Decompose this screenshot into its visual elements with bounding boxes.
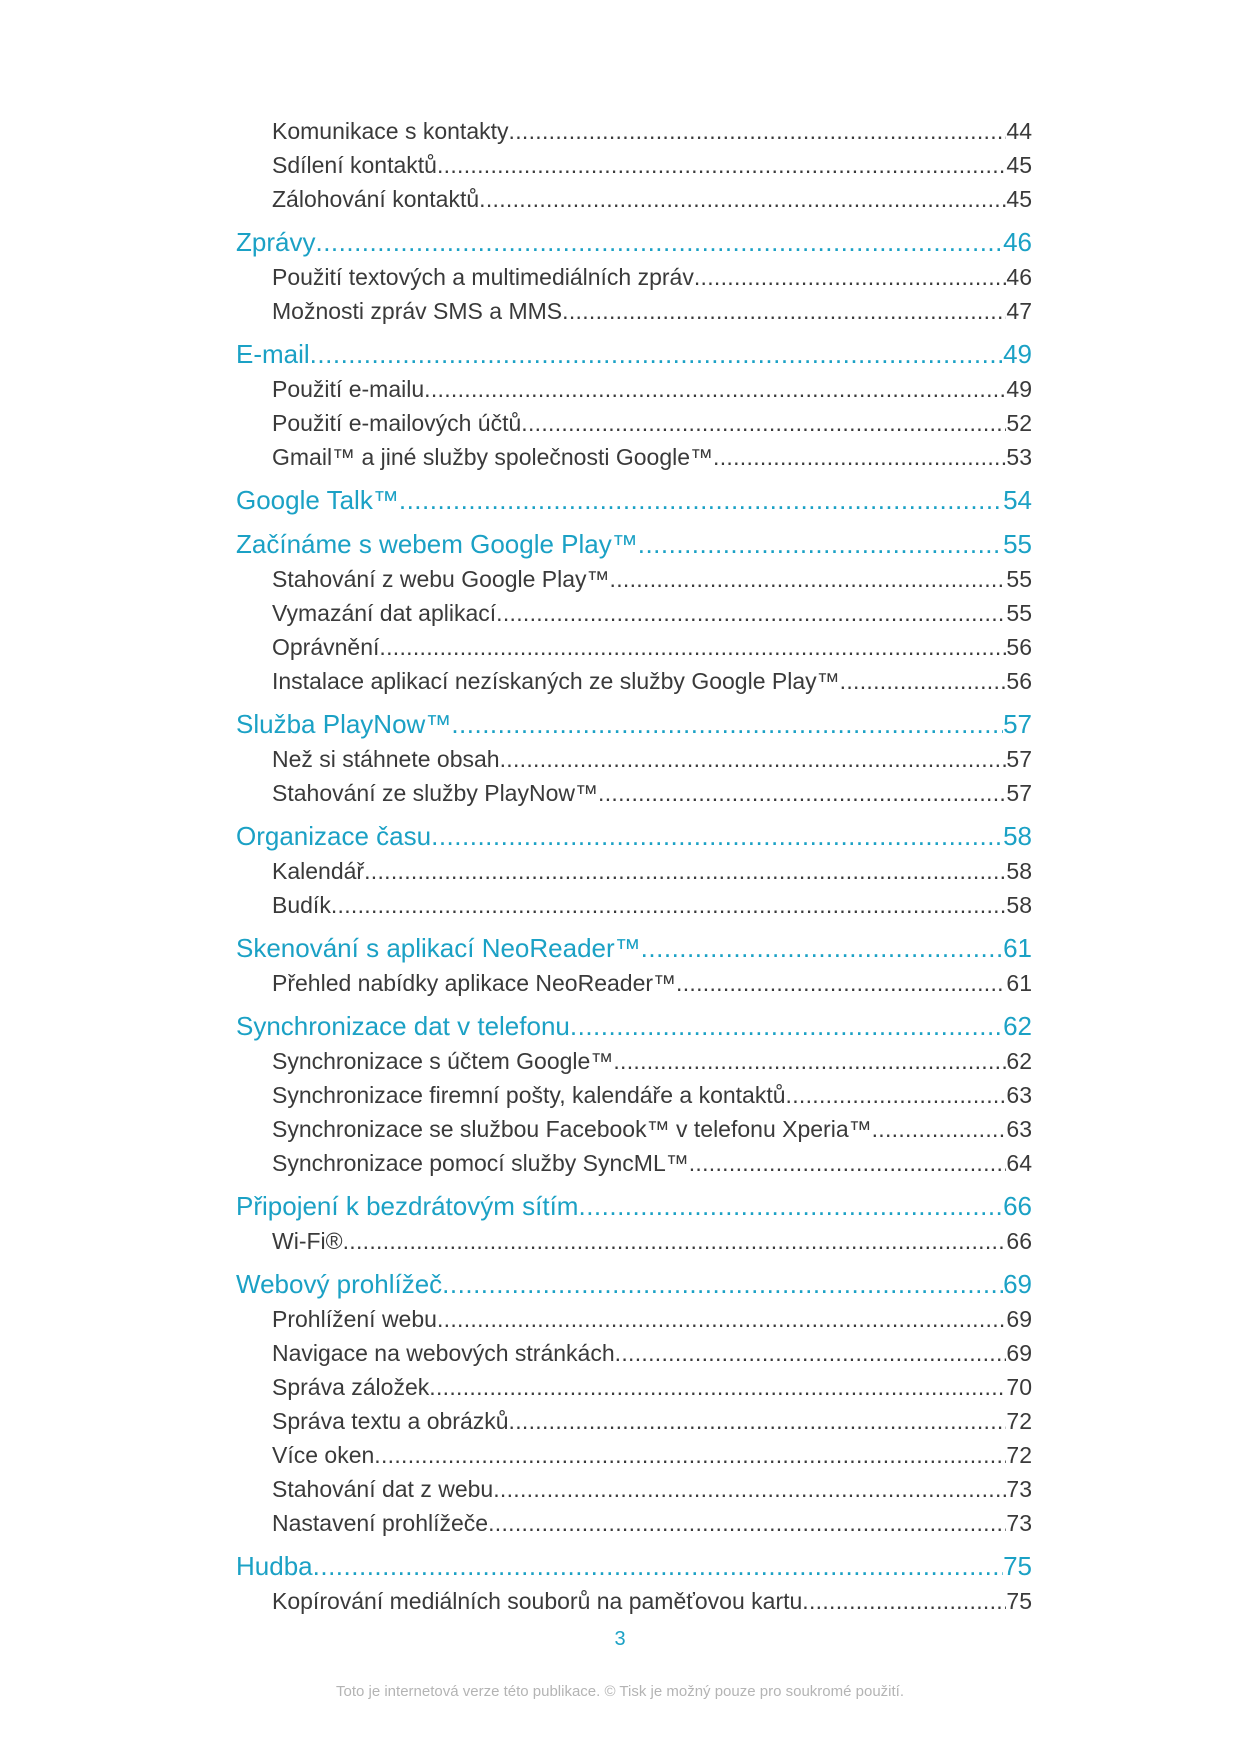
- toc-chapter[interactable]: [236, 336, 1032, 372]
- dot-leader: [493, 1472, 1006, 1506]
- toc-chapter[interactable]: [236, 482, 1032, 518]
- toc-entry-page: 52: [1006, 410, 1032, 436]
- dot-leader: [451, 706, 1003, 742]
- toc-entry-title: Budík: [272, 892, 331, 918]
- toc-entry-title: Oprávnění: [272, 634, 380, 660]
- toc-entry-title: Přehled nabídky aplikace NeoReader™: [272, 970, 677, 996]
- toc-chapter-title: E-mail: [236, 339, 310, 369]
- dot-leader: [313, 1548, 1003, 1584]
- toc-entry[interactable]: [236, 664, 1032, 698]
- dot-leader: [442, 1266, 1003, 1302]
- toc-entry-title: Synchronizace pomocí služby SyncML™: [272, 1150, 689, 1176]
- toc-entry[interactable]: [236, 1302, 1032, 1336]
- toc-entry-page: 56: [1006, 668, 1032, 694]
- dot-leader: [562, 294, 1006, 328]
- toc-entry-title: Prohlížení webu: [272, 1306, 437, 1332]
- footer-note: Toto je internetová verze této publikace. © Tisk je možný pouze pro soukromé použití.: [335, 1683, 904, 1700]
- toc-entry-title: Zálohování kontaktů: [272, 186, 480, 212]
- toc-entry[interactable]: [236, 1078, 1032, 1112]
- toc-chapter-page: 66: [1003, 1191, 1032, 1221]
- toc-chapter-title: Služba PlayNow™: [236, 709, 452, 739]
- toc-section: [236, 526, 1032, 698]
- toc-entry-title: Vymazání dat aplikací: [272, 600, 497, 626]
- toc-entry[interactable]: [236, 1506, 1032, 1540]
- toc-entry[interactable]: [236, 630, 1032, 664]
- dot-leader: [689, 1146, 1007, 1180]
- toc-chapter-title: Webový prohlížeč: [236, 1269, 443, 1299]
- toc-section: [236, 482, 1032, 518]
- toc-entry-page: 57: [1006, 780, 1032, 806]
- toc-chapter[interactable]: [236, 706, 1032, 742]
- toc-entry-title: Navigace na webových stránkách: [272, 1340, 615, 1366]
- toc-entry[interactable]: [236, 406, 1032, 440]
- toc-chapter[interactable]: [236, 818, 1032, 854]
- dot-leader: [578, 1188, 1003, 1224]
- toc-entry-title: Kopírování mediálních souborů na paměťovou kartu: [272, 1588, 803, 1614]
- dot-leader: [598, 776, 1006, 810]
- dot-leader: [521, 406, 1006, 440]
- toc-chapter-title: Hudba: [236, 1551, 313, 1581]
- toc-entry-page: 53: [1006, 444, 1032, 470]
- dot-leader: [496, 596, 1006, 630]
- toc-section: [236, 706, 1032, 810]
- toc-chapter[interactable]: [236, 930, 1032, 966]
- toc-section: [236, 224, 1032, 328]
- toc-chapter[interactable]: [236, 1008, 1032, 1044]
- toc-chapter-title: Synchronizace dat v telefonu: [236, 1011, 570, 1041]
- dot-leader: [437, 148, 1006, 182]
- toc-entry-page: 47: [1006, 298, 1032, 324]
- dot-leader: [429, 1370, 1006, 1404]
- toc-section: [236, 336, 1032, 474]
- toc-entry-page: 46: [1006, 264, 1032, 290]
- toc-entry-title: Wi-Fi®: [272, 1228, 343, 1254]
- toc-entry-title: Správa textu a obrázků: [272, 1408, 509, 1434]
- toc-entry-page: 63: [1006, 1082, 1032, 1108]
- toc-entry-page: 66: [1006, 1228, 1032, 1254]
- dot-leader: [570, 1008, 1003, 1044]
- toc-entry[interactable]: [236, 1146, 1032, 1180]
- toc-section: [236, 930, 1032, 1000]
- toc-section: [236, 1548, 1032, 1618]
- toc-entry-page: 58: [1006, 892, 1032, 918]
- toc-section: [236, 1008, 1032, 1180]
- toc-entry[interactable]: [236, 1224, 1032, 1258]
- toc-entry-title: Synchronizace s účtem Google™: [272, 1048, 614, 1074]
- toc-entry[interactable]: [236, 1370, 1032, 1404]
- dot-leader: [641, 930, 1003, 966]
- dot-leader: [399, 482, 1003, 518]
- toc-section: [236, 114, 1032, 216]
- toc-entry-page: 63: [1006, 1116, 1032, 1142]
- toc-section: [236, 1266, 1032, 1540]
- toc-entry-title: Použití textových a multimediálních zpráv: [272, 264, 694, 290]
- toc-entry-page: 69: [1006, 1340, 1032, 1366]
- toc-entry-page: 64: [1006, 1150, 1032, 1176]
- toc-entry[interactable]: [236, 888, 1032, 922]
- toc-entry[interactable]: [236, 776, 1032, 810]
- toc-entry[interactable]: [236, 440, 1032, 474]
- toc-chapter-title: Začínáme s webem Google Play™: [236, 529, 638, 559]
- toc-entry[interactable]: [236, 742, 1032, 776]
- toc-chapter-title: Google Talk™: [236, 485, 399, 515]
- toc-entry[interactable]: [236, 1438, 1032, 1472]
- dot-leader: [343, 1224, 1007, 1258]
- toc-entry[interactable]: [236, 1336, 1032, 1370]
- toc-entry-page: 73: [1006, 1476, 1032, 1502]
- toc-entry-page: 75: [1006, 1588, 1032, 1614]
- toc-entry-page: 69: [1006, 1306, 1032, 1332]
- dot-leader: [872, 1112, 1007, 1146]
- toc-entry-title: Kalendář: [272, 858, 365, 884]
- toc-entry-title: Než si stáhnete obsah: [272, 746, 500, 772]
- toc-entry[interactable]: [236, 372, 1032, 406]
- toc-entry[interactable]: [236, 1404, 1032, 1438]
- dot-leader: [713, 440, 1006, 474]
- toc-entry[interactable]: [236, 1044, 1032, 1078]
- toc-entry[interactable]: [236, 260, 1032, 294]
- dot-leader: [638, 526, 1003, 562]
- dot-leader: [509, 1404, 1007, 1438]
- toc-chapter-page: 75: [1003, 1551, 1032, 1581]
- toc-chapter-title: Organizace času: [236, 821, 432, 851]
- toc-entry[interactable]: [236, 596, 1032, 630]
- toc-entry-page: 61: [1006, 970, 1032, 996]
- dot-leader: [615, 1336, 1007, 1370]
- dot-leader: [437, 1302, 1006, 1336]
- toc-entry-title: Více oken: [272, 1442, 375, 1468]
- toc-entry-title: Gmail™ a jiné služby společnosti Google™: [272, 444, 714, 470]
- toc-entry-page: 55: [1006, 600, 1032, 626]
- toc-entry-title: Nastavení prohlížeče: [272, 1510, 489, 1536]
- toc-entry-page: 70: [1006, 1374, 1032, 1400]
- page-number: 3: [614, 1628, 626, 1650]
- toc-entry-title: Synchronizace firemní pošty, kalendáře a kontaktů: [272, 1082, 786, 1108]
- dot-leader: [310, 336, 1003, 372]
- toc-chapter-page: 62: [1003, 1011, 1032, 1041]
- toc-chapter[interactable]: [236, 1188, 1032, 1224]
- dot-leader: [613, 1044, 1006, 1078]
- toc-entry-page: 56: [1006, 634, 1032, 660]
- dot-leader: [331, 888, 1007, 922]
- dot-leader: [840, 664, 1007, 698]
- dot-leader: [379, 630, 1006, 664]
- toc-entry-page: 62: [1006, 1048, 1032, 1074]
- toc-entry-page: 58: [1006, 858, 1032, 884]
- toc-entry[interactable]: [236, 148, 1032, 182]
- toc-entry-title: Stahování z webu Google Play™: [272, 566, 610, 592]
- dot-leader: [424, 372, 1006, 406]
- table-of-contents: [236, 114, 1032, 1618]
- toc-chapter-page: 57: [1003, 709, 1032, 739]
- toc-chapter[interactable]: [236, 1266, 1032, 1302]
- toc-entry-page: 55: [1006, 566, 1032, 592]
- dot-leader: [786, 1078, 1007, 1112]
- toc-entry-title: Použití e-mailu: [272, 376, 425, 402]
- toc-entry[interactable]: [236, 1112, 1032, 1146]
- toc-chapter-title: Připojení k bezdrátovým sítím: [236, 1191, 579, 1221]
- dot-leader: [694, 260, 1007, 294]
- toc-entry[interactable]: [236, 182, 1032, 216]
- dot-leader: [488, 1506, 1006, 1540]
- toc-entry-page: 49: [1006, 376, 1032, 402]
- dot-leader: [610, 562, 1007, 596]
- dot-leader: [509, 114, 1007, 148]
- toc-entry-page: 45: [1006, 186, 1032, 212]
- toc-chapter[interactable]: [236, 1548, 1032, 1584]
- toc-entry[interactable]: [236, 966, 1032, 1000]
- toc-section: [236, 818, 1032, 922]
- toc-entry-title: Stahování dat z webu: [272, 1476, 494, 1502]
- toc-chapter-page: 54: [1003, 485, 1032, 515]
- toc-entry-page: 72: [1006, 1442, 1032, 1468]
- toc-entry[interactable]: [236, 1472, 1032, 1506]
- toc-entry-page: 57: [1006, 746, 1032, 772]
- toc-entry-page: 45: [1006, 152, 1032, 178]
- dot-leader: [802, 1584, 1006, 1618]
- dot-leader: [500, 742, 1007, 776]
- toc-entry-page: 72: [1006, 1408, 1032, 1434]
- toc-entry-page: 44: [1006, 118, 1032, 144]
- toc-entry-title: Správa záložek: [272, 1374, 430, 1400]
- dot-leader: [676, 966, 1006, 1000]
- toc-chapter-page: 69: [1003, 1269, 1032, 1299]
- toc-chapter[interactable]: [236, 526, 1032, 562]
- dot-leader: [364, 854, 1006, 888]
- toc-entry[interactable]: [236, 114, 1032, 148]
- toc-chapter-page: 49: [1003, 339, 1032, 369]
- toc-chapter-page: 46: [1003, 227, 1032, 257]
- toc-entry[interactable]: [236, 1584, 1032, 1618]
- toc-entry-title: Možnosti zpráv SMS a MMS: [272, 298, 563, 324]
- toc-entry[interactable]: [236, 562, 1032, 596]
- toc-entry-title: Synchronizace se službou Facebook™ v telefonu Xperia™: [272, 1116, 872, 1142]
- toc-entry-title: Komunikace s kontakty: [272, 118, 509, 144]
- toc-entry-title: Instalace aplikací nezískaných ze služby Google Play™: [272, 668, 840, 694]
- toc-entry-title: Stahování ze služby PlayNow™: [272, 780, 598, 806]
- toc-chapter-title: Skenování s aplikací NeoReader™: [236, 933, 641, 963]
- toc-entry-page: 73: [1006, 1510, 1032, 1536]
- toc-chapter-title: Zprávy: [236, 227, 316, 257]
- toc-chapter[interactable]: [236, 224, 1032, 260]
- toc-entry-title: Použití e-mailových účtů: [272, 410, 522, 436]
- dot-leader: [431, 818, 1003, 854]
- toc-section: [236, 1188, 1032, 1258]
- toc-entry[interactable]: [236, 294, 1032, 328]
- toc-entry[interactable]: [236, 854, 1032, 888]
- toc-chapter-page: 55: [1003, 529, 1032, 559]
- dot-leader: [479, 182, 1006, 216]
- toc-chapter-page: 58: [1003, 821, 1032, 851]
- dot-leader: [374, 1438, 1006, 1472]
- toc-entry-title: Sdílení kontaktů: [272, 152, 437, 178]
- dot-leader: [315, 224, 1003, 260]
- toc-chapter-page: 61: [1003, 933, 1032, 963]
